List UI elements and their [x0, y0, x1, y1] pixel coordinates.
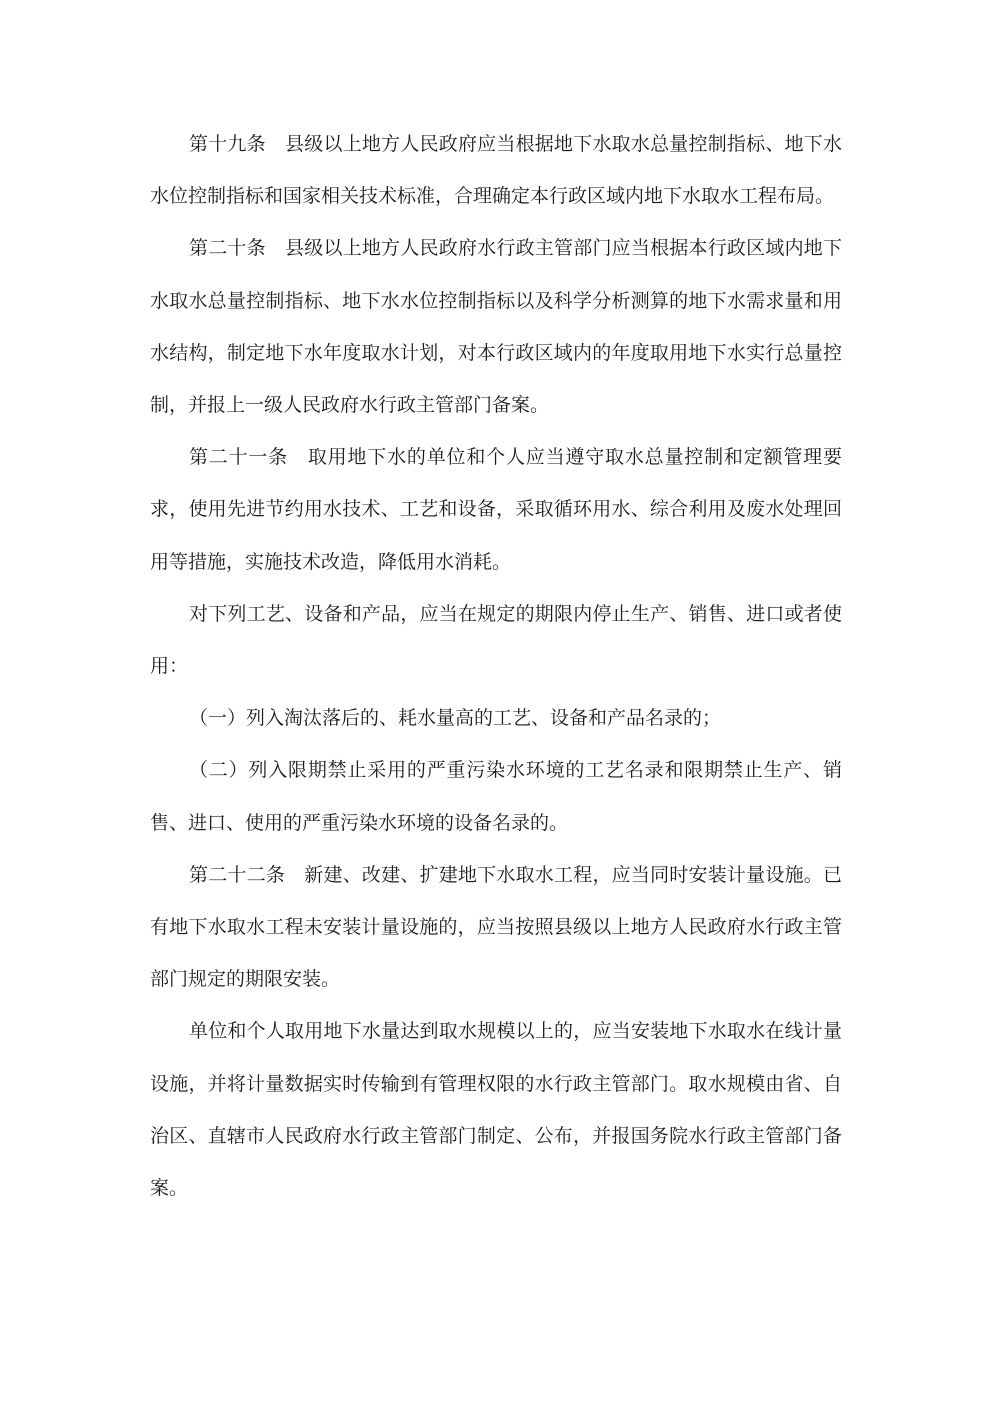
article-20-paragraph: 第二十条 县级以上地方人民政府水行政主管部门应当根据本行政区域内地下水取水总量控制指标、地下水水位控制指标以及科学分析测算的地下水需求量和用水结构，制定地下水年度取水计划，对本行政区域内的年度取用地下水实行总量控制，并报上一级人民政府水行政主管部门备案。: [150, 237, 842, 417]
article-21-item-1: （一）列入淘汰落后的、耗水量高的工艺、设备和产品名录的；: [189, 707, 722, 730]
article-21-list-intro: 对下列工艺、设备和产品，应当在规定的期限内停止生产、销售、进口或者使用：: [150, 602, 842, 678]
article-21-item-2: （二）列入限期禁止采用的严重污染水环境的工艺名录和限期禁止生产、销售、进口、使用的严重污染水环境的设备名录的。: [150, 759, 842, 834]
article-19-paragraph: 第十九条 县级以上地方人民政府应当根据地下水取水总量控制指标、地下水水位控制指标和国家相关技术标准，合理确定本行政区域内地下水取水工程布局。: [150, 133, 842, 208]
document-page: [150, 118, 842, 1214]
article-22-paragraph-2: 单位和个人取用地下水量达到取水规模以上的，应当安装地下水取水在线计量设施，并将计量数据实时传输到有管理权限的水行政主管部门。取水规模由省、自治区、直辖市人民政府水行政主管部门制定、公布，并报国务院水行政主管部门备案。: [150, 1020, 842, 1200]
article-22-paragraph: 第二十二条 新建、改建、扩建地下水取水工程，应当同时安装计量设施。已有地下水取水工程未安装计量设施的，应当按照县级以上地方人民政府水行政主管部门规定的期限安装。: [150, 863, 842, 991]
article-21-paragraph: 第二十一条 取用地下水的单位和个人应当遵守取水总量控制和定额管理要求，使用先进节约用水技术、工艺和设备，采取循环用水、综合利用及废水处理回用等措施，实施技术改造，降低用水消耗。: [150, 446, 842, 573]
